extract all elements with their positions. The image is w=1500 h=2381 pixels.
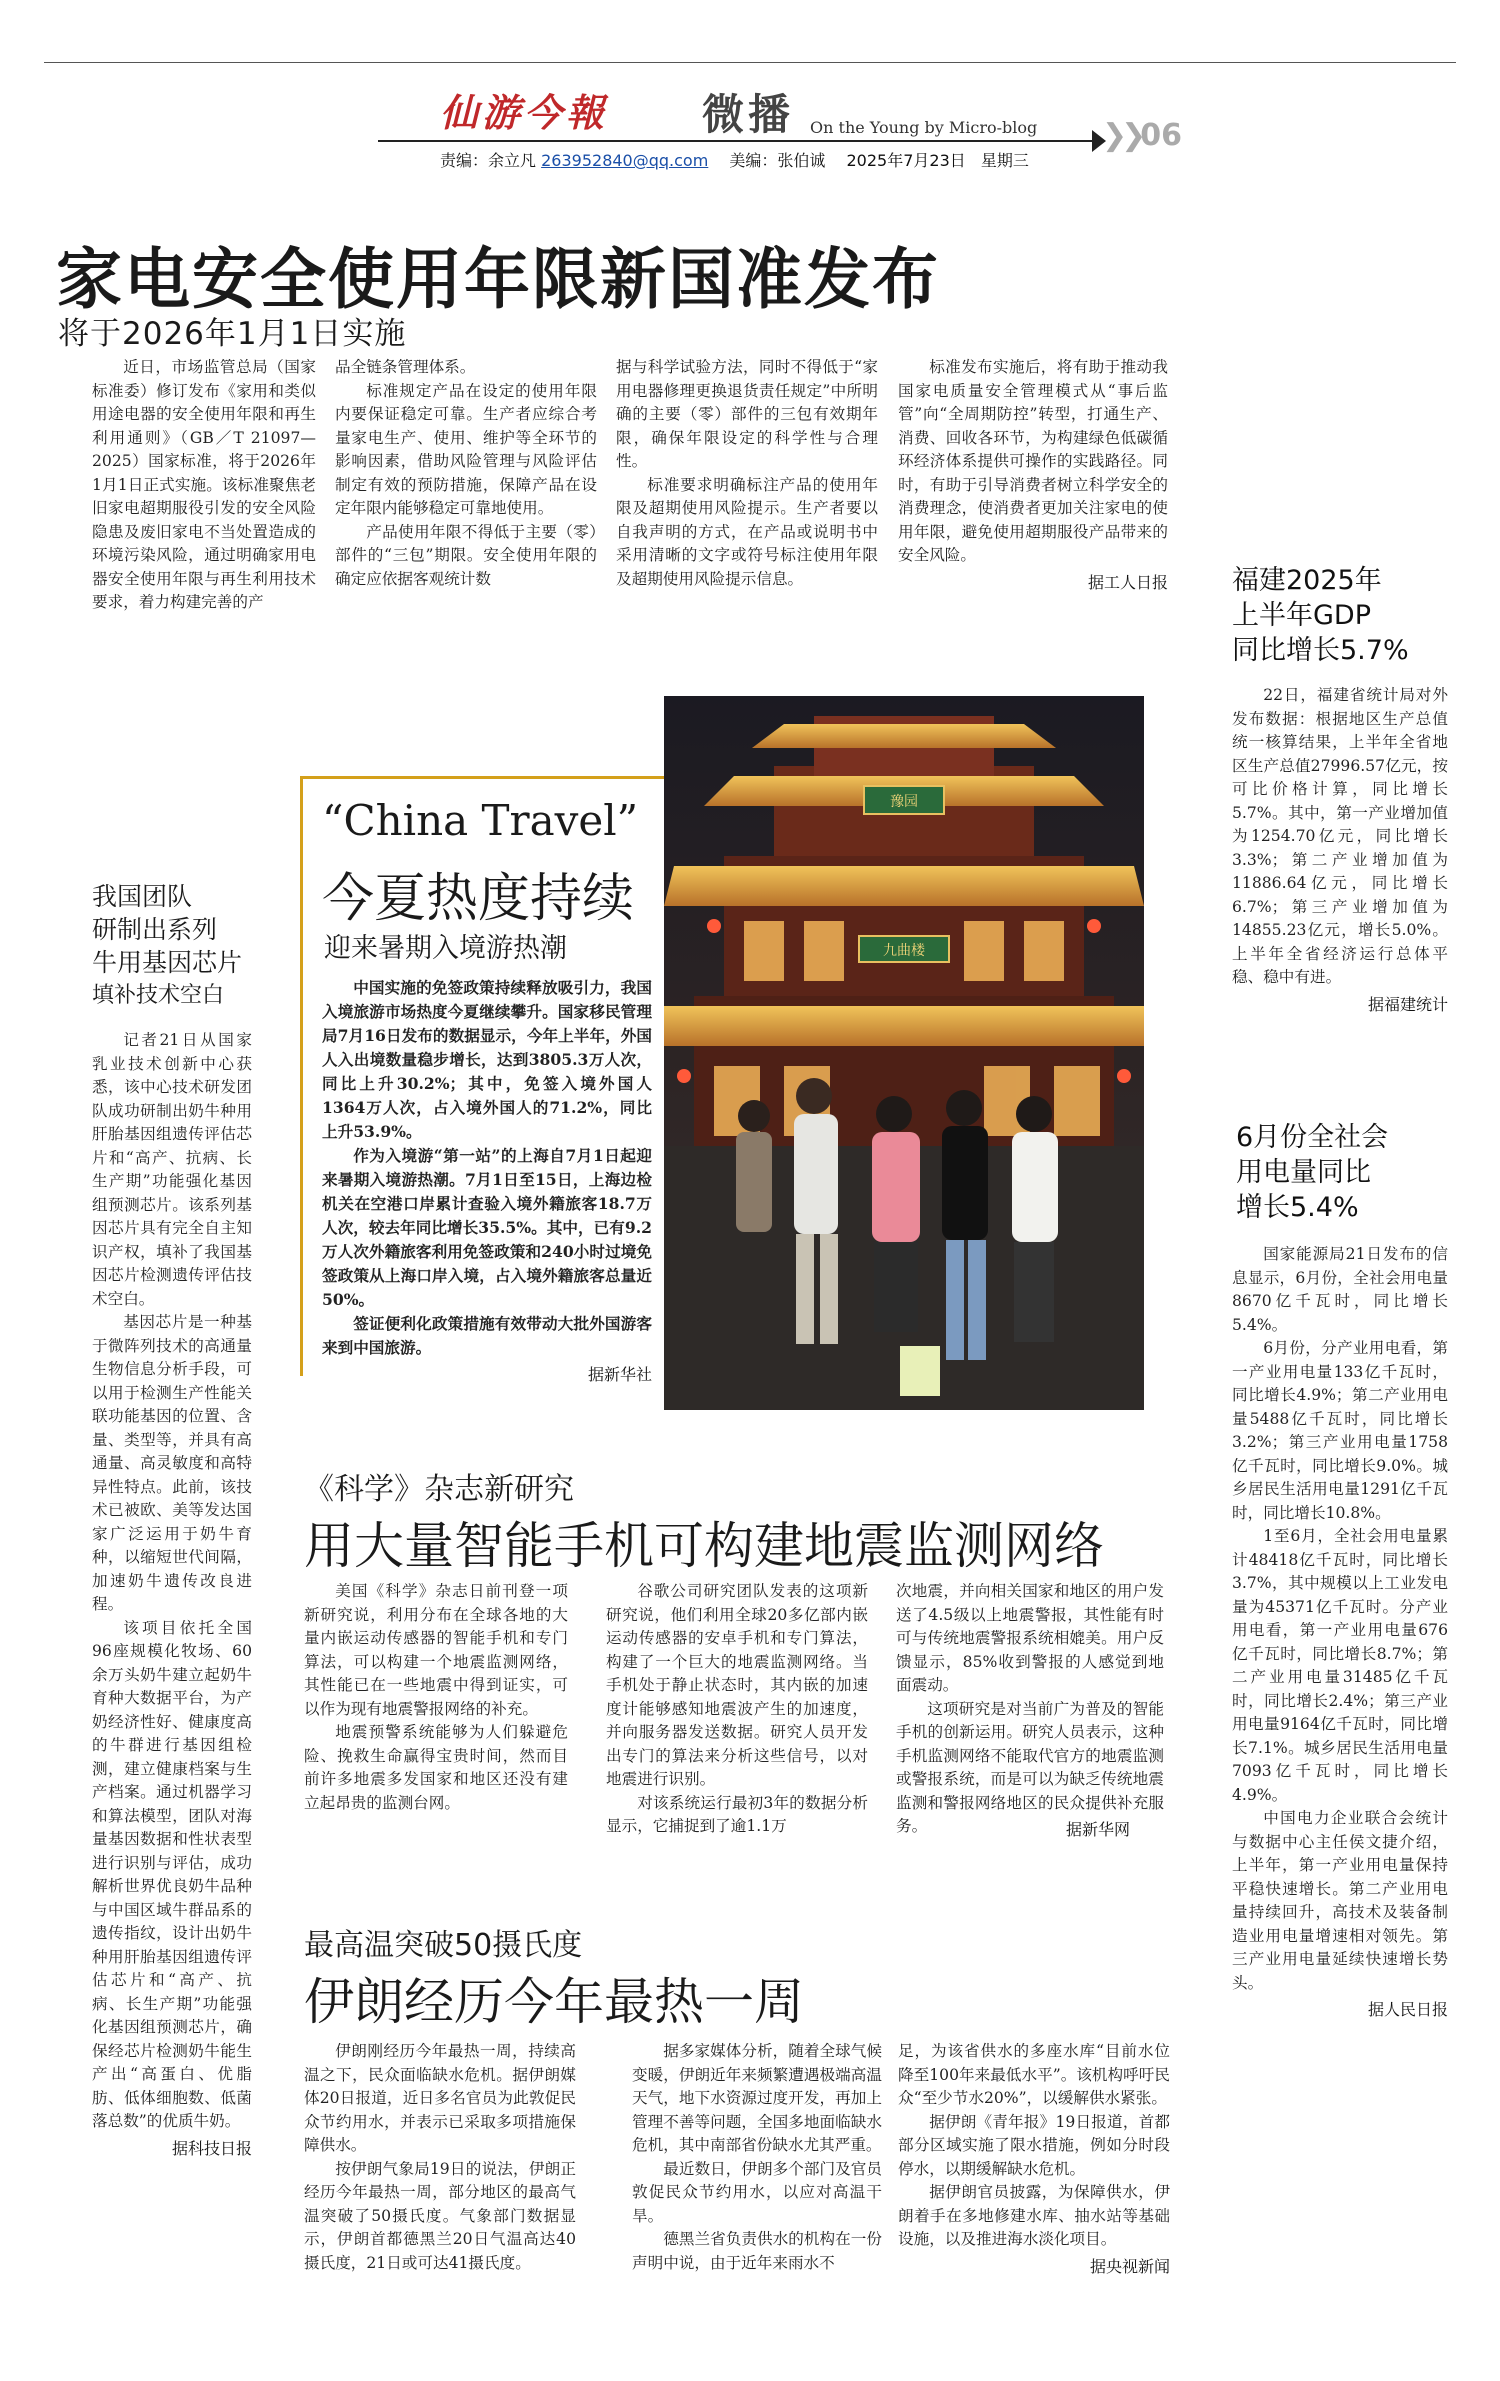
electricity-article bbox=[1232, 1120, 1448, 2020]
feature-frame-top bbox=[300, 776, 672, 779]
paragraph: 地震预警系统能够为人们躲避危险、挽救生命赢得宝贵时间，然而目前许多地震多发国家和地区还没有建立起昂贵的监测台网。 bbox=[304, 1723, 568, 1812]
quake-column-1 bbox=[304, 1580, 568, 1815]
fujian-gdp-source: 据福建统计 bbox=[1367, 994, 1448, 1014]
section-english-name: On the Young by Micro-blog bbox=[810, 118, 1038, 137]
top-rule bbox=[44, 62, 1456, 63]
travel-headline: 今夏热度持续 bbox=[322, 869, 635, 929]
lead-column-2 bbox=[335, 356, 597, 591]
quake-headline: 用大量智能手机可构建地震监测网络 bbox=[304, 1517, 1104, 1575]
paragraph: 伊朗刚经历今年最热一周，持续高温之下，民众面临缺水危机。据伊朗媒体20日报道，近日多名官员为此敦促民众节约用水，并表示已采取多项措施保障供水。 bbox=[304, 2042, 576, 2154]
paragraph: 对该系统运行最初3年的数据分析显示，它捕捉到了逾1.1万 bbox=[606, 1793, 868, 1835]
photo-sign-lower: 九曲楼 bbox=[883, 943, 925, 959]
travel-source: 据新华社 bbox=[587, 1365, 652, 1384]
paragraph: 美国《科学》杂志日前刊登一项新研究说，利用分布在全球各地的大量内嵌运动传感器的智能手机和专门算法，可以构建一个地震监测网络，其性能已在一些地震中得到证实，可以作为现有地震警报网络的补充。 bbox=[304, 1582, 568, 1718]
header-arrow-icon bbox=[1092, 130, 1106, 152]
quake-column-3 bbox=[896, 1580, 1164, 1840]
paragraph: 据多家媒体分析，随着全球气候变暖，伊朗近年来频繁遭遇极端高温天气，地下水资源过度开发，再加上管理不善等问题，全国多地面临缺水危机，其中南部省份缺水尤其严重。 bbox=[632, 2042, 882, 2154]
section-name: 微播 bbox=[702, 90, 795, 139]
electricity-source: 据人民日报 bbox=[1367, 2000, 1448, 2019]
quake-source: 据新华网 bbox=[1066, 1819, 1131, 1839]
fujian-gdp-headline: 福建2025年 上半年GDP 同比增长5.7% bbox=[1232, 565, 1409, 666]
travel-kicker: “China Travel” bbox=[322, 796, 639, 845]
cattle-chip-body: 记者21日从国家乳业技术创新中心获悉，该中心技术研发团队成功研制出奶牛种用肝胎基因组遗传评估芯片和“高产、抗病、长生产期”功能强化基因组预测芯片。该系列基因芯片具有完全自主知识产权，填补了我国基因芯片检测遗传评估技术空白。 基因芯片是一种基于微阵列技术的高通量生物信息分析手段，可以用于检测生产性能关联功能基因的位置、含量、类型等，并具有高通量、高灵敏度和高特异性特点。此前，该技术已被欧、美等发达国家广泛运用于奶牛育种，以缩短世代间隔，加速奶牛遗传改良进程。 该项目依托全国96座规模化牧场、60余万头奶牛建立起奶牛育种大数据平台，为产奶经济性好、健康度高的牛群进行基因组检测，建立健康档案与生产档案。通过机器学习和算法模型，团队对海量基因数据和性状表型进行识别与评估，成功解析世界优良奶牛品种与中国区域牛群品系的遗传指纹，设计出奶牛种用肝胎基因组遗传评估芯片和“高产、抗病、长生产期”功能强化基因组预测芯片，确保经芯片检测奶牛能生产出“高蛋白、优脂肪、低体细胞数、低菌落总数”的优质牛奶。 bbox=[92, 1031, 252, 2130]
editor-label: 责编：余立凡 bbox=[440, 151, 537, 170]
lead-column-3 bbox=[616, 356, 878, 591]
editor-info bbox=[440, 148, 1029, 171]
iran-column-1 bbox=[304, 2040, 576, 2275]
cattle-chip-headline: 我国团队 研制出系列 牛用基因芯片 bbox=[92, 882, 243, 977]
iran-column-3 bbox=[898, 2040, 1170, 2277]
paragraph: 据伊朗《青年报》19日报道，首都部分区域实施了限水措施，例如分时段停水，以期缓解缺水危机。 bbox=[898, 2112, 1170, 2178]
designer-label: 美编：张伯诚 bbox=[729, 151, 826, 170]
paragraph: 标准规定产品在设定的使用年限内要保证稳定可靠。生产者应综合考量家电生产、使用、维护等全环节的影响因素，借助风险管理与风险评估制定有效的预防措施，保障产品在设定年限内能够稳定可靠地使用。 bbox=[335, 381, 597, 517]
paragraph: 次地震，并向相关国家和地区的用户发送了4.5级以上地震警报，其性能有时可与传统地震警报系统相媲美。用户反馈显示，85%收到警报的人感觉到地面震动。 bbox=[896, 1582, 1164, 1694]
issue-date: 2025年7月23日 bbox=[846, 151, 966, 170]
iran-source: 据央视新闻 bbox=[1089, 2256, 1170, 2276]
photo-sign-upper: 豫园 bbox=[890, 794, 918, 810]
iran-kicker: 最高温突破50摄氏度 bbox=[304, 1928, 583, 1963]
iran-headline: 伊朗经历今年最热一周 bbox=[304, 1973, 804, 2031]
quake-column-2 bbox=[606, 1580, 868, 1839]
paragraph: 标准要求明确标注产品的使用年限及超期使用风险提示。生产者要以自我声明的方式，在产品或说明书中采用清晰的文字或符号标注使用年限及超期使用风险提示信息。 bbox=[616, 475, 878, 588]
lead-subheadline: 将于2026年1月1日实施 bbox=[58, 316, 407, 352]
electricity-headline: 6月份全社会 用电量同比 增长5.4% bbox=[1236, 1122, 1389, 1223]
paragraph: 品全链条管理体系。 bbox=[335, 358, 476, 376]
cattle-chip-subheadline: 填补技术空白 bbox=[92, 983, 225, 1008]
yuyuan-night-photo bbox=[664, 696, 1144, 1410]
paragraph: 最近数日，伊朗多个部门及官员敦促民众节约用水，以应对高温干旱。 bbox=[632, 2159, 882, 2225]
masthead-logo: 仙游今報 bbox=[440, 90, 609, 135]
paragraph: 谷歌公司研究团队发表的这项新研究说，他们利用全球20多亿部内嵌运动传感器的安卓手机和专门算法，构建了一个巨大的地震监测网络。当手机处于静止状态时，其内嵌的加速度计能够感知地震波产生的加速度，并向服务器发送数据。研究人员开发出专门的算法来分析这些信号，以对地震进行识别。 bbox=[606, 1582, 868, 1788]
cattle-chip-article bbox=[92, 880, 252, 2159]
quake-kicker: 《科学》杂志新研究 bbox=[304, 1472, 574, 1507]
feature-frame-left bbox=[300, 776, 303, 1376]
issue-weekday: 星期三 bbox=[980, 151, 1029, 170]
paragraph: 按伊朗气象局19日的说法，伊朗正经历今年最热一周，部分地区的最高气温突破了50摄氏度。气象部门数据显示，伊朗首都德黑兰20日气温高达40摄氏度，21日或可达41摄氏度。 bbox=[304, 2159, 576, 2272]
lead-source: 据工人日报 bbox=[1087, 572, 1168, 592]
fujian-gdp-article bbox=[1232, 563, 1448, 1015]
lead-column-1: 近日，市场监管总局（国家标准委）修订发布《家用和类似用途电器的安全使用年限和再生利用通则》（GB／T 21097—2025）国家标准，将于2026年1月1日正式实施。该标准聚焦老旧家电超期服役引发的安全风险隐患及废旧家电不当处置造成的环境污染风险，通过明确家用电器安全使用年限与再生利用技术要求，着力构建完善的产 bbox=[92, 358, 316, 611]
paragraph: 这项研究是对当前广为普及的智能手机的创新运用。研究人员表示，这种手机监测网络不能取代官方的地震监测或警报系统，而是可以为缺乏传统地震监测和警报网络地区的民众提供补充服务。 bbox=[896, 1699, 1164, 1835]
editor-email-link[interactable]: 263952840@qq.com bbox=[541, 151, 709, 170]
paragraph: 据伊朗官员披露，为保障供水，伊朗着手在多地修建水库、抽水站等基础设施，以及推进海水淡化项目。 bbox=[898, 2183, 1170, 2248]
cattle-chip-source: 据科技日报 bbox=[171, 2138, 252, 2158]
paragraph: 产品使用年限不得低于主要（零）部件的“三包”期限。安全使用年限的确定应依据客观统计数 bbox=[335, 522, 597, 588]
lead-column-4: 标准发布实施后，将有助于推动我国家电质量安全管理模式从“事后监管”向“全周期防控”转型，打通生产、消费、回收各环节，为构建绿色低碳循环经济体系提供可操作的实践路径。同时，有助于引导消费者树立科学安全的消费理念，使消费者更加关注家电的使用年限，避免使用超期服役产品带来的安全风险。 据工人日报 bbox=[898, 358, 1168, 592]
iran-column-2 bbox=[632, 2040, 882, 2275]
page-number: ❯❯06 bbox=[1102, 118, 1183, 153]
paragraph: 据与科学试验方法，同时不得低于“家用电器修理更换退货责任规定”中所明确的主要（零）部件的三包有效期年限，确保年限设定的科学性与合理性。 bbox=[616, 358, 878, 470]
fujian-gdp-body: 22日，福建省统计局对外发布数据：根据地区生产总值统一核算结果，上半年全省地区生产总值27996.57亿元，按可比价格计算，同比增长5.7%。其中，第一产业增加值为1254.70亿元，同比增长3.3%；第二产业增加值为11886.64亿元，同比增长6.7%；第三产业增加值为14855.23亿元，增长5.0%。上半年全省经济运行总体平稳、稳中有进。 bbox=[1232, 686, 1448, 986]
electricity-body: 国家能源局21日发布的信息显示，6月份，全社会用电量8670亿千瓦时，同比增长5.4%。 6月份，分产业用电看，第一产业用电量133亿千瓦时，同比增长4.9%；第二产业用电量5488亿千瓦时，同比增长3.2%；第三产业用电量1758亿千瓦时，同比增长9.0%。城乡居民生活用电量1291亿千瓦时，同比增长10.8%。 1至6月，全社会用电量累计48418亿千瓦时，同比增长3.7%，其中规模以上工业发电量为45371亿千瓦时。分产业用电看，第一产业用电量676亿千瓦时，同比增长8.7%；第二产业用电量31485亿千瓦时，同比增长2.4%；第三产业用电量9164亿千瓦时，同比增长7.1%。城乡居民生活用电量7093亿千瓦时，同比增长4.9%。 中国电力企业联合会统计与数据中心主任侯文捷介绍，上半年，第一产业用电量保持平稳快速增长。第二产业用电量持续回升，高技术及装备制造业用电量增速相对领先。第三产业用电量延续快速增长势头。 bbox=[1232, 1245, 1448, 1992]
header-rule bbox=[378, 140, 1100, 142]
paragraph: 德黑兰省负责供水的机构在一份声明中说，由于近年来雨水不 bbox=[632, 2230, 882, 2272]
travel-subheadline: 迎来暑期入境游热潮 bbox=[324, 933, 567, 964]
lead-headline: 家电安全使用年限新国准发布 bbox=[56, 241, 940, 318]
travel-body: 中国实施的免签政策持续释放吸引力，我国入境旅游市场热度今夏继续攀升。国家移民管理局7月16日发布的数据显示，今年上半年，外国人入出境数量稳步增长，达到3805.3万人次，同比上升30.2%；其中，免签入境外国人1364万人次，占入境外国人的71.2%，同比上升53.9%。 作为入境游“第一站”的上海自7月1日起迎来暑期入境游热潮。7月1日至15日，上海边检机关在空港口岸累计查验入境外籍旅客18.7万人次，较去年同比增长35.5%。其中，已有9.2万人次外籍旅客利用免签政策和240小时过境免签政策从上海口岸入境，占入境外籍旅客总量近50%。 签证便利化政策措施有效带动大批外国游客来到中国旅游。 据新华社 bbox=[322, 978, 652, 1384]
paragraph: 足，为该省供水的多座水库“目前水位降至100年来最低水平”。该机构呼吁民众“至少节水20%”，以缓解供水紧张。 bbox=[898, 2042, 1170, 2107]
